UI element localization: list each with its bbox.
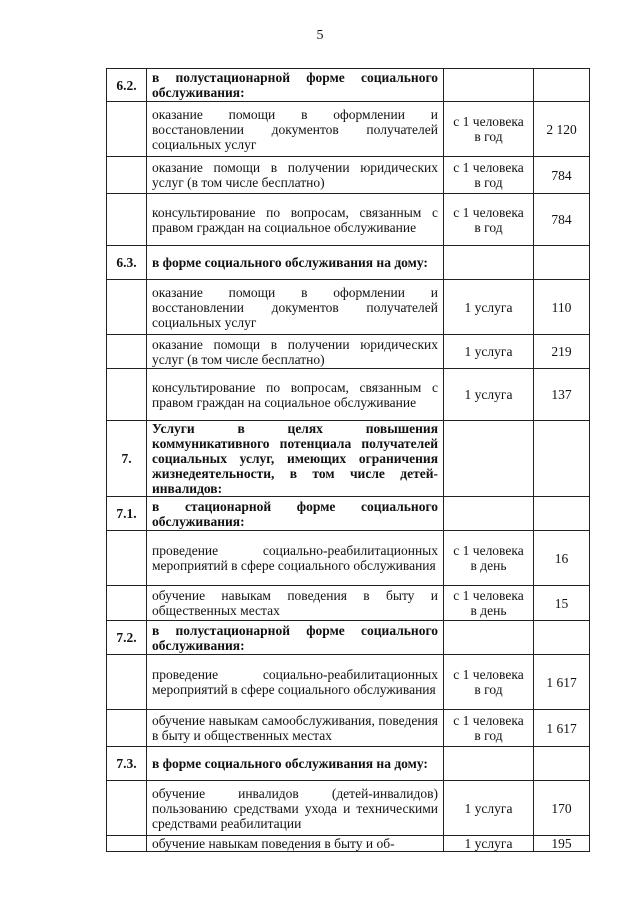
row-number: 7.1. [107,497,147,531]
row-unit: 1 услуга [444,280,534,335]
row-number [107,369,147,421]
row-number: 7.3. [107,747,147,781]
row-unit: 1 услуга [444,836,534,852]
table-row [107,157,590,194]
table-row [107,335,590,369]
row-unit: 1 услуга [444,369,534,421]
row-value [534,621,590,655]
table-row [107,421,590,497]
row-number [107,586,147,621]
table-row [107,280,590,335]
row-number [107,836,147,852]
page-number: 5 [316,28,324,43]
row-value: 16 [534,531,590,586]
row-value [534,246,590,280]
row-description: оказание помощи в получении юридических услуг (в том числе бесплатно) [147,157,444,194]
row-number [107,710,147,747]
row-number: 7.2. [107,621,147,655]
table-row [107,836,590,852]
row-description: в стационарной форме социального обслуживания: [147,497,444,531]
row-unit: с 1 человека в день [444,531,534,586]
table-row [107,655,590,710]
row-number [107,157,147,194]
table-row [107,194,590,246]
row-description: обучение навыкам самообслуживания, поведения в быту и общественных местах [147,710,444,747]
row-number: 6.2. [107,69,147,102]
table-row [107,710,590,747]
row-number [107,280,147,335]
row-value: 170 [534,781,590,836]
row-value: 1 617 [534,655,590,710]
row-value: 195 [534,836,590,852]
row-value: 784 [534,157,590,194]
row-description: в полустационарной форме социального обслуживания: [147,621,444,655]
row-description: Услуги в целях повышения коммуникативного потенциала получателей социальных услуг, имеющих ограничения жизнедеятельности, в том числе детей-инвалидов: [147,421,444,497]
row-value [534,421,590,497]
row-number [107,531,147,586]
row-description: проведение социально-реабилитационных мероприятий в сфере социального обслуживания [147,655,444,710]
row-description: консультирование по вопросам, связанным с правом граждан на социальное обслуживание [147,369,444,421]
row-value: 15 [534,586,590,621]
row-number [107,781,147,836]
row-unit: с 1 человека в год [444,102,534,157]
row-number [107,655,147,710]
row-unit: с 1 человека в день [444,586,534,621]
row-unit: 1 услуга [444,781,534,836]
row-number [107,335,147,369]
row-unit: с 1 человека в год [444,710,534,747]
row-number: 6.3. [107,246,147,280]
table-row [107,246,590,280]
row-unit [444,69,534,102]
row-unit [444,621,534,655]
table-row [107,102,590,157]
row-description: в полустационарной форме социального обслуживания: [147,69,444,102]
row-description: в форме социального обслуживания на дому: [147,747,444,781]
row-description: оказание помощи в оформлении и восстановлении документов получателей социальных услуг [147,102,444,157]
table-row [107,781,590,836]
row-description: обучение навыкам поведения в быту и об- [147,836,444,852]
row-value: 219 [534,335,590,369]
row-value: 1 617 [534,710,590,747]
row-unit: с 1 человека в год [444,194,534,246]
row-unit [444,246,534,280]
row-value [534,69,590,102]
row-value [534,747,590,781]
row-number: 7. [107,421,147,497]
table-row [107,497,590,531]
row-description: проведение социально-реабилитационных мероприятий в сфере социального обслуживания [147,531,444,586]
table-row [107,586,590,621]
row-value [534,497,590,531]
row-unit [444,497,534,531]
row-unit [444,421,534,497]
row-number [107,194,147,246]
row-unit: с 1 человека в год [444,655,534,710]
row-description: консультирование по вопросам, связанным с правом граждан на социальное обслуживание [147,194,444,246]
row-number [107,102,147,157]
services-table [106,68,590,852]
row-value: 110 [534,280,590,335]
table-row [107,369,590,421]
row-description: в форме социального обслуживания на дому: [147,246,444,280]
row-unit: 1 услуга [444,335,534,369]
row-description: оказание помощи в оформлении и восстановлении документов получателей социальных услуг [147,280,444,335]
row-description: обучение навыкам поведения в быту и общественных местах [147,586,444,621]
row-description: обучение инвалидов (детей-инвалидов) пользованию средствами ухода и техническими средствами реабилитации [147,781,444,836]
row-description: оказание помощи в получении юридических услуг (в том числе бесплатно) [147,335,444,369]
table-row [107,531,590,586]
table-row [107,69,590,102]
row-unit: с 1 человека в год [444,157,534,194]
row-value: 784 [534,194,590,246]
table-row [107,621,590,655]
row-value: 2 120 [534,102,590,157]
row-unit [444,747,534,781]
services-table-body [107,69,590,852]
table-row [107,747,590,781]
row-value: 137 [534,369,590,421]
